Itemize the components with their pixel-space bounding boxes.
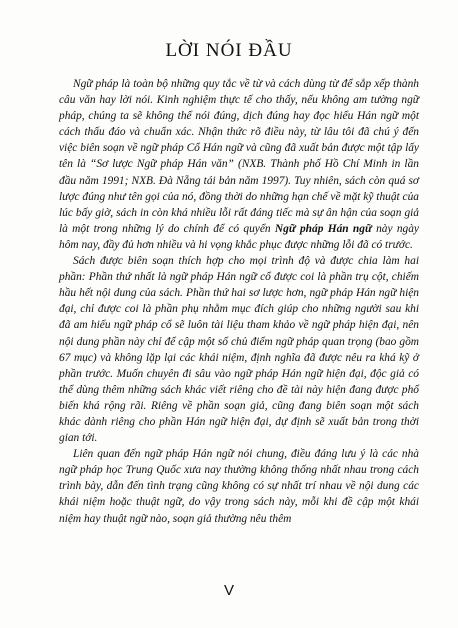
page-title: LỜI NÓI ĐẦU: [165, 40, 293, 61]
body-text: [59, 76, 419, 527]
paragraph-3: [59, 446, 419, 526]
page-number: V: [223, 582, 234, 599]
paragraph-3-text: Liên quan đến ngữ pháp Hán ngữ nói chung, điều đáng lưu ý là các nhà ngữ pháp học Trung Quốc xưa nay thường không thống nhất nhau trong cách trình bày, dẫn đến tình trạng cũng không có sự nhất trí nhau về nội dung các khái niệm hoặc thuật ngữ, do vậy trong sách này, mỗi khi đề cập một khái niệm hay thuật ngữ nào, soạn giả thường nêu thêm: [59, 448, 419, 525]
paragraph-1: [59, 76, 419, 253]
paragraph-2: [59, 253, 419, 446]
book-title-bold: Ngữ pháp Hán ngữ: [274, 222, 372, 235]
paragraph-2-text: Sách được biên soạn thích hợp cho mọi trình độ và được chia làm hai phần: Phần thứ nhất là ngữ pháp Hán ngữ cổ được coi là phần trụ cột, chiếm hầu hết nội dung của sách. Phần thứ hai sơ lược hơn, ngữ pháp Hán ngữ hiện đại, chỉ được coi là phần phụ nhằm mục đích giúp cho những người sau khi đã am hiểu ngữ pháp cổ sẽ luôn tài liệu tham khảo về ngữ pháp hiện đại, nên nội dung phần này chỉ để cập một số chủ điểm ngữ pháp quan trọng (bao gồm 67 mục) và không lặp lại các khái niệm, định nghĩa đã được nêu ra khá kỹ ở phần trước. Muốn chuyên đi sâu vào ngữ pháp Hán ngữ hiện đại, độc giả có thể dùng thêm những sách khác viết riêng cho đề tài này hiện đang được phổ biến khá rộng rãi. Riêng về phần soạn giả, cũng đang biên soạn một sách khác dành riêng cho phần Hán ngữ hiện đại, dự định sẽ xuất bản trong thời gian tới.: [59, 255, 419, 445]
paragraph-1-text-end: này ngày hôm nay, đầy đủ hơn nhiều và hi vọng khắc phục được những lỗi đã có trước.: [59, 222, 419, 251]
paragraph-1-text: Ngữ pháp là toàn bộ những quy tắc về từ và cách dùng từ để sắp xếp thành câu văn hay lời nói. Kinh nghiệm thực tế cho thấy, nếu không am tường ngữ pháp, chúng ta sẽ không thể nói đúng, dịch đúng hay đọc hiểu Hán ngữ một cách thấu đáo và chuẩn xác. Nhận thức rõ điều này, từ lâu tôi đã chú ý đến việc biên soạn về ngữ pháp Cổ Hán ngữ và cũng đã xuất bản được một tập lấy tên là “Sơ lược Ngữ pháp Hán văn” (NXB. Thành phố Hồ Chí Minh in lần đầu năm 1991; NXB. Đà Nẵng tái bản năm 1997). Tuy nhiên, sách còn quá sơ lược đúng như tên gọi của nó, đồng thời do những hạn chế về mặt kỹ thuật của lúc bấy giờ, sách in còn khá nhiều lỗi rất đáng tiếc mà sự ân hận của soạn giả là một trong những lý do chính để có quyển: [59, 78, 419, 235]
